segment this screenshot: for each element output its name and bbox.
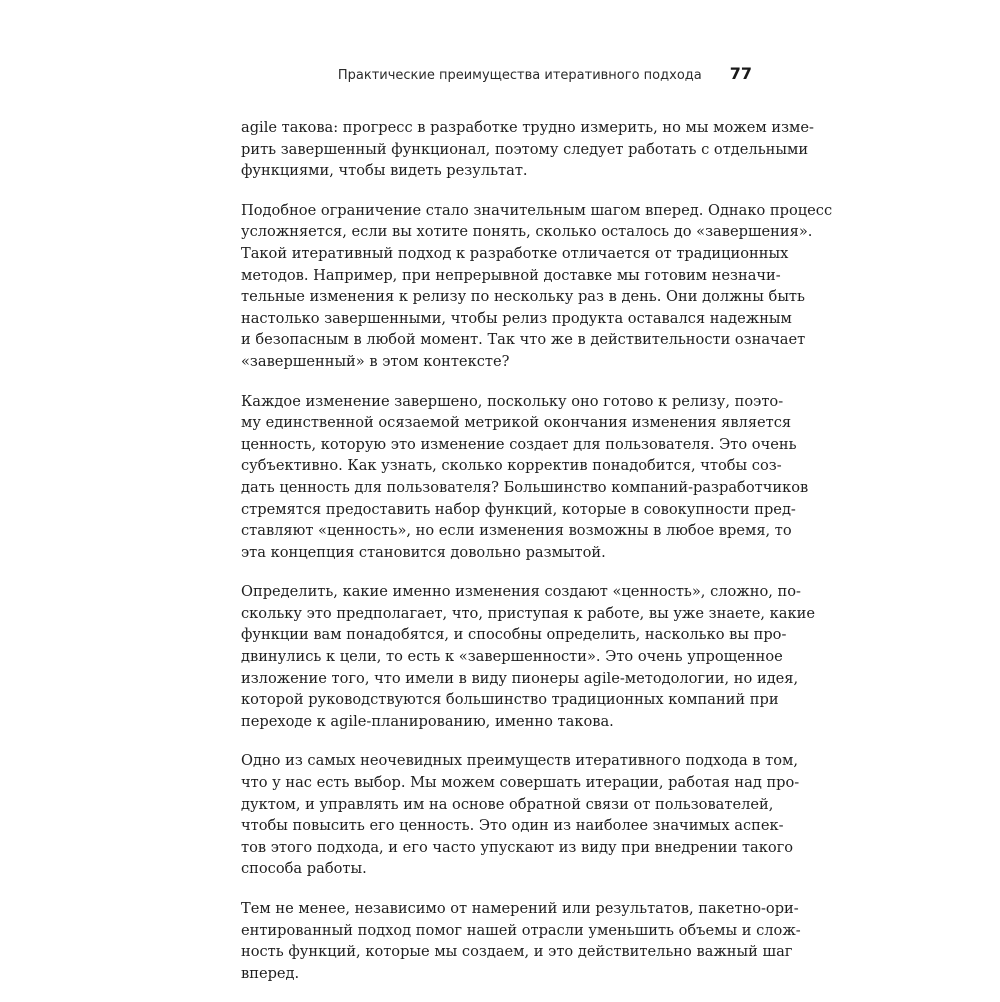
paragraph [241,750,800,880]
text-line: тов этого подхода, и его часто упускают из виду при внедрении такого [241,838,794,856]
text-line: ность функций, которые мы создаем, и это действительно важный шаг [241,943,793,961]
text-line: дать ценность для пользователя? Большинство компаний-разработчиков [241,478,809,496]
text-line: Такой итеративный подход к разработке отличается от традиционных [241,244,789,262]
text-line: стремятся предоставить набор функций, которые в совокупности пред- [241,500,796,518]
text-line: «завершенный» в этом контексте? [241,352,510,370]
paragraph [241,898,801,984]
text-line: рить завершенный функционал, поэтому следует работать с отдельными [241,140,809,158]
text-line: переходе к agile-планированию, именно такова. [241,712,614,730]
text-line: чтобы повысить его ценность. Это один из наиболее значимых аспек- [241,817,784,835]
paragraph [241,200,833,373]
running-title: Практические преимущества итеративного подхода [337,68,702,83]
text-line: му единственной осязаемой метрикой окончания изменения является [241,414,792,432]
text-line: скольку это предполагает, что, приступая к работе, вы уже знаете, какие [241,604,815,622]
text-line: способа работы. [241,860,367,878]
running-header [241,64,752,86]
text-line: Определить, какие именно изменения создают «ценность», сложно, по- [241,583,801,601]
text-line: дуктом, и управлять им на основе обратной связи от пользователей, [241,795,774,813]
text-line: Тем не менее, независимо от намерений или результатов, пакетно-ори- [241,900,799,917]
text-line: настолько завершенными, чтобы релиз продукта оставался надежным [241,309,792,327]
text-line: ценность, которую это изменение создает для пользователя. Это очень [241,435,797,453]
text-line: вперед. [241,964,300,982]
text-line: функции вам понадобятся, и способны определить, насколько вы про- [241,626,787,644]
paragraph [241,581,815,732]
text-line: Подобное ограничение стало значительным шагом вперед. Однако процесс [241,201,833,219]
text-line: и безопасным в любой момент. Так что же в действительности означает [241,331,806,349]
text-line: изложение того, что имели в виду пионеры agile-методологии, но идея, [241,669,799,687]
text-line: agile такова: прогресс в разработке трудно измерить, но мы можем изме- [241,119,814,136]
text-line: функциями, чтобы видеть результат. [241,162,528,180]
text-line: методов. Например, при непрерывной доставке мы готовим незначи- [241,266,781,284]
text-line: ентированный подход помог нашей отрасли уменьшить объемы и слож- [241,921,801,939]
text-line: субъективно. Как узнать, сколько корректив понадобится, чтобы соз- [241,457,782,475]
text-line: двинулись к цели, то есть к «завершенности». Это очень упрощенное [241,648,783,666]
text-line: ставляют «ценность», но если изменения возможны в любое время, то [241,522,792,540]
page-number: 77 [729,64,752,83]
text-line: Одно из самых неочевидных преимуществ итеративного подхода в том, [241,752,799,770]
text-line: эта концепция становится довольно размытой. [241,543,606,561]
text-line: тельные изменения к релизу по нескольку раз в день. Они должны быть [241,288,805,306]
text-line: Каждое изменение завершено, поскольку оно готово к релизу, поэто- [241,392,784,410]
text-line: что у нас есть выбор. Мы можем совершать итерации, работая над про- [241,774,800,792]
text-line: усложняется, если вы хотите понять, сколько осталось до «завершения». [241,223,813,241]
paragraph [241,117,814,182]
body-text [241,117,833,1002]
paragraph [241,391,809,564]
text-line: которой руководствуются большинство традиционных компаний при [241,691,779,709]
